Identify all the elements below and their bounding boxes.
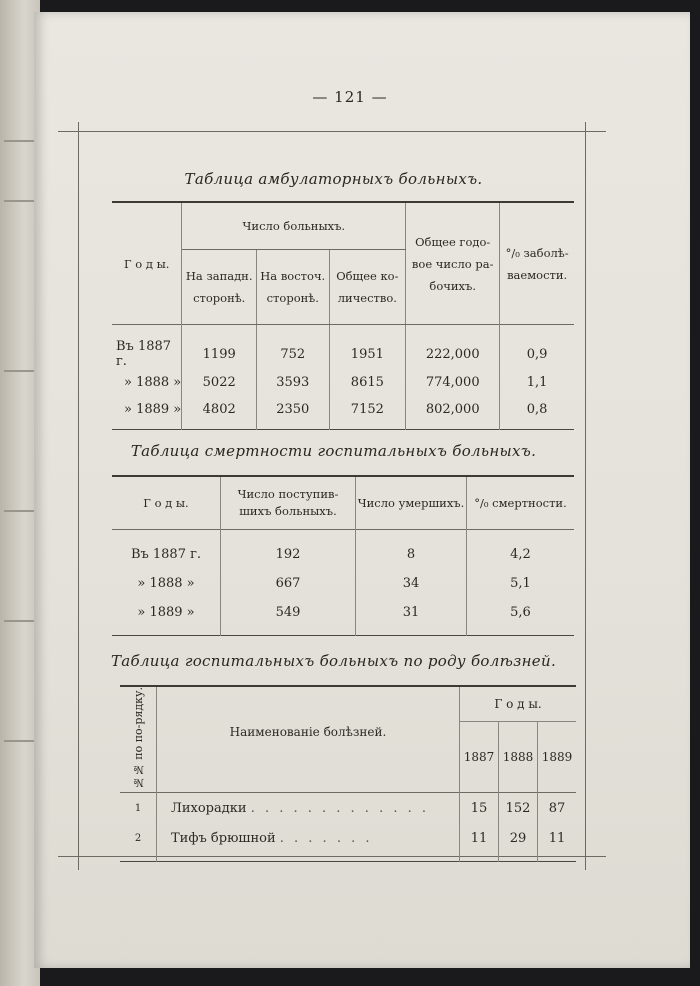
mortality-cell: 5,6 xyxy=(510,605,531,620)
leader-dots: . . . . . . . . . . . . . xyxy=(250,800,429,816)
page-frame-left-rule xyxy=(78,122,79,870)
col-header-west-line: сторонѣ. xyxy=(193,291,246,305)
col-header-number xyxy=(120,686,157,793)
workers-cell: 774,000 xyxy=(406,369,500,396)
col-header-morbidity-line: °/₀ заболѣ- xyxy=(505,245,569,260)
col-header-east-line: На восточ. xyxy=(260,269,326,283)
year-cell: » 1888 » xyxy=(112,569,221,598)
year-cell: » 1889 » xyxy=(112,396,182,430)
year-cell: Въ 1887 г. xyxy=(112,530,221,570)
east-cell: 752 xyxy=(256,325,329,370)
col-header-patients: Число больныхъ. xyxy=(182,202,406,250)
year-value-cell: 11 xyxy=(548,830,566,846)
year-value-cell: 87 xyxy=(548,800,566,816)
col-header-admitted xyxy=(221,476,356,530)
col-header-admitted-line: шихъ больныхъ. xyxy=(239,504,337,518)
disease-name-cell xyxy=(157,823,460,862)
table-row xyxy=(112,598,574,636)
morbidity-cell: 1,1 xyxy=(526,375,548,390)
col-header-west-line: На западн. xyxy=(185,269,253,283)
dead-cell: 31 xyxy=(356,598,467,636)
table2-caption: Таблица смертности госпитальныхъ больныхъ. xyxy=(130,442,537,460)
col-header-admitted-line: Число поступив- xyxy=(237,487,339,501)
col-header-morbidity-line: ваемости. xyxy=(507,267,568,282)
facing-page-text-fragment xyxy=(4,510,34,512)
admitted-cell: 667 xyxy=(221,569,356,598)
number-cell: 1 xyxy=(120,793,157,824)
workers-cell: 222,000 xyxy=(406,325,500,370)
col-header-years: Г о д ы. xyxy=(460,686,577,722)
col-header-workers-line: бочихъ. xyxy=(429,278,476,293)
col-header-year: 1888 xyxy=(499,722,538,793)
mortality-cell: 5,1 xyxy=(510,576,531,591)
west-cell: 4802 xyxy=(182,396,257,430)
dead-cell: 8 xyxy=(356,530,467,570)
mortality-table xyxy=(112,475,574,636)
total-cell: 7152 xyxy=(329,396,406,430)
table-row xyxy=(112,396,574,430)
col-header-dead: Число умершихъ. xyxy=(356,476,467,530)
workers-cell: 802,000 xyxy=(406,396,500,430)
west-cell: 5022 xyxy=(182,369,257,396)
facing-page-text-fragment xyxy=(4,140,34,142)
disease-table xyxy=(120,685,576,862)
outpatient-table xyxy=(112,201,574,430)
facing-page-text-fragment xyxy=(4,370,34,372)
table1-caption: Таблица амбулаторныхъ больныхъ. xyxy=(184,170,483,188)
table-row xyxy=(120,823,576,862)
col-header-total-line: личество. xyxy=(337,291,397,305)
leader-dots: . . . . . . . xyxy=(279,830,373,846)
year-value-cell: 29 xyxy=(499,823,538,862)
admitted-cell: 549 xyxy=(221,598,356,636)
admitted-cell: 192 xyxy=(221,530,356,570)
page-frame-right-rule xyxy=(585,122,586,870)
total-cell: 8615 xyxy=(329,369,406,396)
facing-page-text-fragment xyxy=(4,620,34,622)
year-cell: » 1888 » xyxy=(112,369,182,396)
morbidity-cell: 0,8 xyxy=(526,402,548,417)
table-row xyxy=(112,369,574,396)
col-header-disease-name: Наименованіе болѣзней. xyxy=(157,686,460,793)
year-cell: » 1889 » xyxy=(112,598,221,636)
year-value-cell: 152 xyxy=(499,793,538,824)
mortality-cell: 4,2 xyxy=(510,547,531,562)
table3-caption: Таблица госпитальныхъ больныхъ по роду болѣзней. xyxy=(110,652,557,670)
facing-page-text-fragment xyxy=(4,200,34,202)
col-header-total-line: Общее ко- xyxy=(336,269,399,283)
col-header-year: 1889 xyxy=(541,750,573,765)
year-cell: Въ 1887 г. xyxy=(112,325,182,370)
morbidity-cell: 0,9 xyxy=(526,346,548,362)
disease-name: Лихорадки xyxy=(171,800,247,816)
col-header-year: 1887 xyxy=(460,722,499,793)
col-header-years: Г о д ы. xyxy=(112,476,221,530)
col-header-east-line: сторонѣ. xyxy=(266,291,319,305)
west-cell: 1199 xyxy=(182,325,257,370)
col-header-number-text: №№ по по-рядку. xyxy=(131,687,145,790)
east-cell: 2350 xyxy=(256,396,329,430)
table-row xyxy=(120,793,576,824)
number-cell: 2 xyxy=(120,823,157,862)
table-row xyxy=(112,325,574,370)
dead-cell: 34 xyxy=(356,569,467,598)
col-header-morbidity xyxy=(500,202,574,325)
page-number: — 121 — xyxy=(312,88,388,106)
col-header-workers-line: Общее годо- xyxy=(415,234,491,249)
total-cell: 1951 xyxy=(329,325,406,370)
col-header-east xyxy=(256,250,329,325)
page-frame-top-rule xyxy=(58,131,606,132)
table-row xyxy=(112,569,574,598)
col-header-mortality: °/₀ смертности. xyxy=(474,495,567,510)
facing-page-text-fragment xyxy=(4,740,34,742)
year-value-cell: 11 xyxy=(460,823,499,862)
col-header-total xyxy=(329,250,406,325)
col-header-west xyxy=(182,250,257,325)
disease-name-cell xyxy=(157,793,460,824)
col-header-workers-line: вое число ра- xyxy=(411,256,494,271)
east-cell: 3593 xyxy=(256,369,329,396)
col-header-workers xyxy=(406,202,500,325)
col-header-years: Г о д ы. xyxy=(112,202,182,325)
year-value-cell: 15 xyxy=(460,793,499,824)
table-row xyxy=(112,530,574,570)
disease-name: Тифъ брюшной xyxy=(171,830,276,846)
